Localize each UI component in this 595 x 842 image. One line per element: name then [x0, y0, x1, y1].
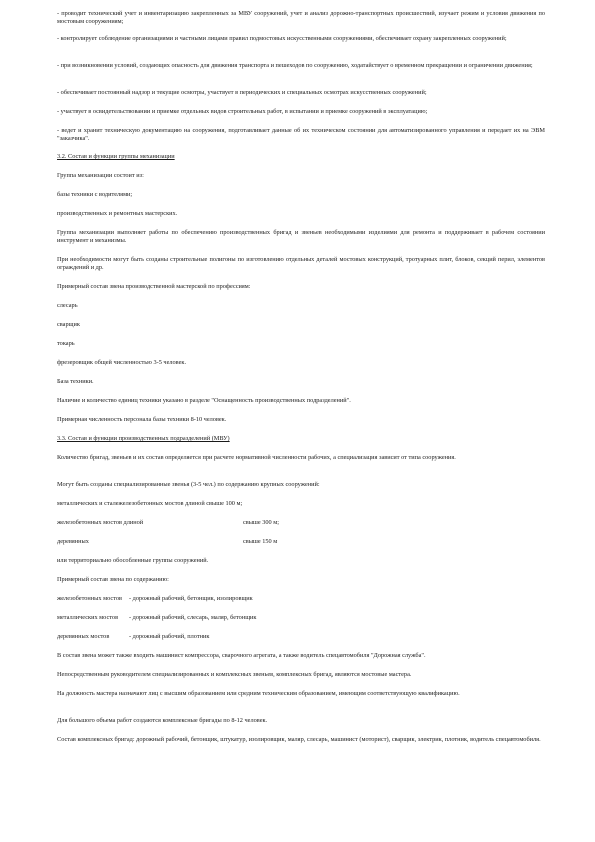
- paragraph: Наличие и количество единиц техники указано в разделе "Оснащенность производственных подразделений".: [57, 397, 351, 404]
- paragraph: Могут быть созданы специализированные звенья (3-5 чел.) по содержанию крупных сооружений:: [57, 481, 320, 488]
- paragraph: Примерная численность персонала базы техники 8-10 человек.: [57, 416, 227, 423]
- paragraph: - проводит технический учет и инвентаризацию закрепленных за МВУ сооружений, учет и анализ дорожно-транспортных происшествий, изучает режим и условия движения по мостовым сооружениям;: [57, 10, 545, 26]
- paragraph: Для большого объема работ создаются комплексные бригады по 8-12 человек.: [57, 717, 268, 724]
- paragraph: Примерный состав звена по содержанию:: [57, 576, 169, 583]
- paragraph: Группа механизации состоит из:: [57, 172, 144, 179]
- length-value: свыше 150 м: [243, 538, 278, 545]
- paragraph: Примерный состав звена производственной мастерской по профессиям:: [57, 283, 251, 290]
- paragraph: На должность мастера назначают лиц с высшим образованием или средним техническим образованием, имеющим соответствующую квалификацию.: [57, 690, 460, 697]
- paragraph: - участвует в освидетельствовании и приемке отдельных видов строительных работ, в испытании и приемке сооружений в эксплуатацию;: [57, 108, 428, 115]
- crew-staff: - дорожный рабочий, слесарь, маляр, бетонщик: [129, 614, 257, 621]
- paragraph: или территориально обособленные группы сооружений.: [57, 557, 209, 564]
- paragraph: Группа механизации выполняет работы по обеспечению производственных бригад и звеньев необходимыми изделиями для ремонта и поддерживает в рабочем состоянии инструмент и механизмы.: [57, 229, 545, 245]
- list-item: сварщик: [57, 321, 80, 328]
- paragraph: При необходимости могут быть созданы строительные полигоны по изготовлению отдельных деталей мостовых конструкций, тротуарных плит, блоков, секций перил, элементов ограждений и др.: [57, 256, 545, 272]
- paragraph: Состав комплексных бригад: дорожный рабочий, бетонщик, штукатур, изолировщик, маляр, слесарь, машинист (моторист), сварщик, электрик, плотник, водитель спецавтомобиля.: [57, 736, 541, 743]
- paragraph: В состав звена может также входить машинист компрессора, сварочного агрегата, а также водитель спецавтомобиля "Дорожная служба".: [57, 652, 426, 659]
- list-item: слесарь: [57, 302, 78, 309]
- paragraph: металлических и сталежелезобетонных мостов длиной свыше 100 м;: [57, 500, 243, 507]
- paragraph: - ведет и хранит техническую документацию на сооружения, подготавливает данные об их техническом состоянии для автоматизированного управления и передает их на ЭВМ "заказчика".: [57, 127, 545, 143]
- crew-bridge-type: железобетонных мостов: [57, 595, 122, 602]
- list-item: производственных и ремонтных мастерских.: [57, 210, 178, 217]
- paragraph: - обеспечивает постоянный надзор и текущие осмотры, участвует в периодических и специальных осмотрах искусственных сооружений;: [57, 89, 427, 96]
- crew-bridge-type: металлических мостов: [57, 614, 119, 621]
- paragraph: Непосредственным руководителем специализированных и комплексных звеньев, комплексных бригад, являются мостовые мастера.: [57, 671, 412, 678]
- list-item: фрезеровщик общей численностью 3-5 человек.: [57, 359, 187, 366]
- crew-bridge-type: деревянных мостов: [57, 633, 110, 640]
- section-heading: 3.3. Состав и функции производственных подразделений (МВУ): [57, 435, 230, 442]
- paragraph: - при возникновении условий, создающих опасность для движения транспорта и пешеходов по сооружению, ходатайствует о временном прекращении и ограничении движения;: [57, 62, 533, 69]
- paragraph: Количество бригад, звеньев и их состав определяется при расчете нормативной численности рабочих, а специализация зависит от типа сооружения.: [57, 454, 456, 461]
- paragraph: База техники.: [57, 378, 94, 385]
- crew-staff: - дорожный рабочий, бетонщик, изолировщик: [129, 595, 253, 602]
- length-label: деревянных: [57, 538, 89, 545]
- paragraph: - контролирует соблюдение организациями и частными лицами правил подмостовых искусственными сооружениями, обеспечивает охрану закрепленных сооружений;: [57, 35, 507, 42]
- length-label: железобетонных мостов длиной: [57, 519, 144, 526]
- crew-staff: - дорожный рабочий, плотник: [129, 633, 210, 640]
- list-item: базы техники с водителями;: [57, 191, 133, 198]
- section-heading: 3.2. Состав и функции группы механизации: [57, 153, 175, 160]
- length-value: свыше 300 м;: [243, 519, 279, 526]
- list-item: токарь: [57, 340, 75, 347]
